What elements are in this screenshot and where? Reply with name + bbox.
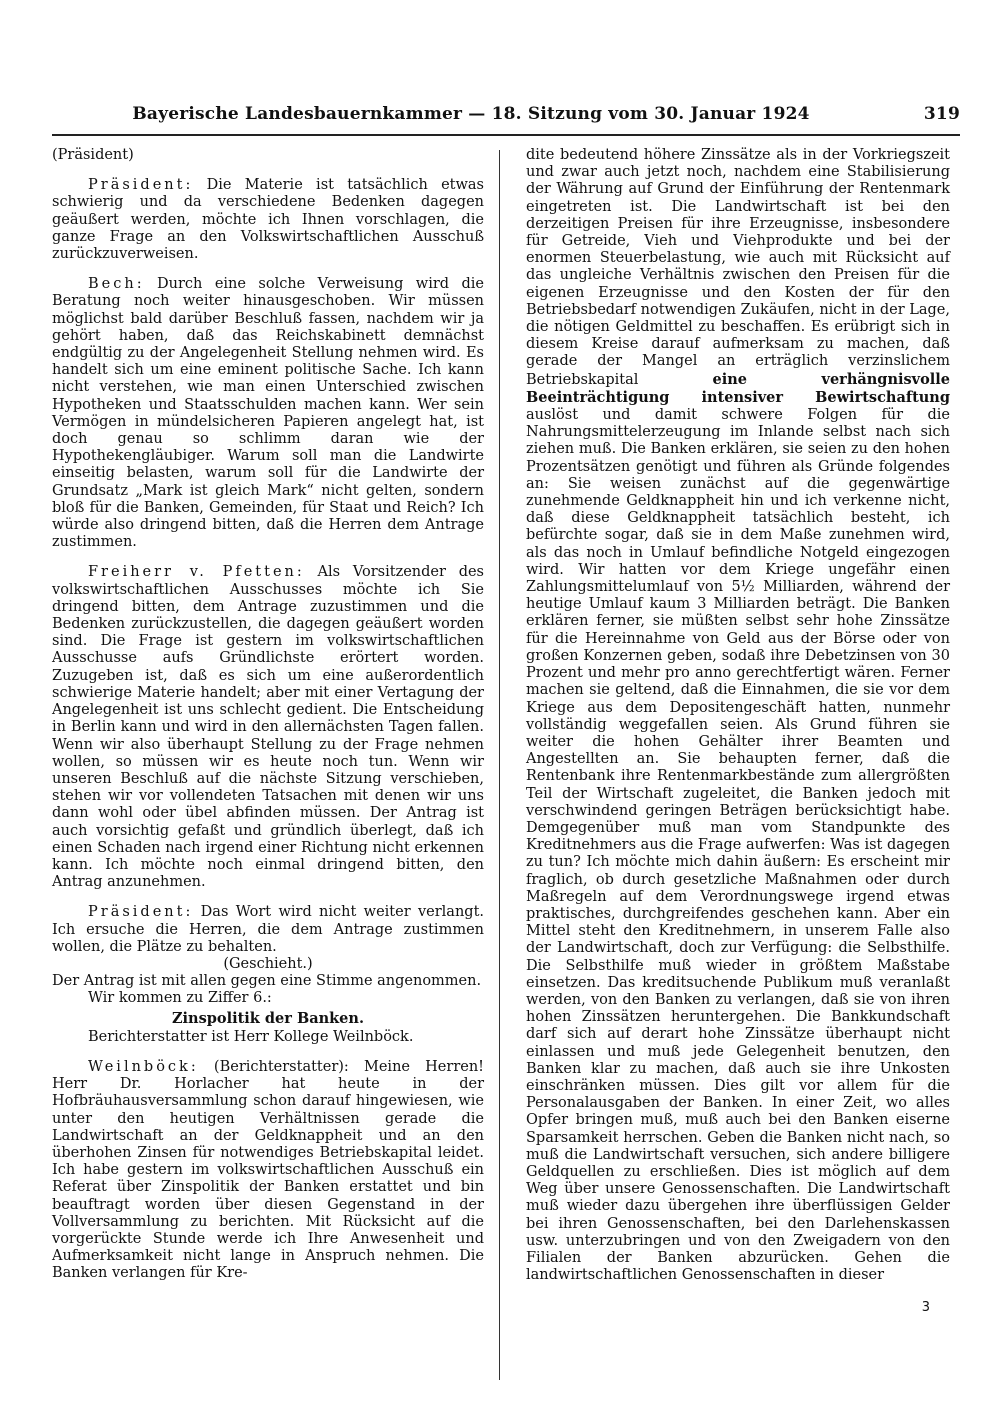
speaker-role: (Berichterstatter): [213, 1058, 349, 1075]
paragraph-praesident-1 [52, 177, 484, 263]
paragraph-pfetten [52, 564, 484, 891]
paragraph-text-continued: auslöst und damit schwere Folgen für die Nahrungsmittelerzeugung im Inlande selbst nach sich ziehen muß. Die Banken erklären, sie seien zu den hohen Prozentsätzen genötigt und führen als Gründe folgendes an: Sie weisen zunächst auf die gegenwärtige zunehmende Geldknappheit hin und ich verkenne nicht, daß diese Geldknappheit tatsächlich besteht, ich befürchte sogar, daß sie in dem Maße zunehmen wird, als das noch in Umlauf befindliche Notgeld eingezogen wird. Wir hatten vor dem Kriege ungefähr einen Zahlungsmittelumlauf von 5½ Milliarden, während der heutige Umlauf kaum 3 Milliarden beträgt. Die Banken erklären ferner, sie müßten selbst sehr hohe Zinssätze für die Hereinnahme von Geld aus der Börse oder von großen Konzernen geben, sodaß ihre Debetzinsen von 30 Prozent und mehr pro anno gerechtfertigt wären. Ferner machen sie geltend, daß die Einnahmen, die sie vor dem Kriege aus dem Depositengeschäft hatten, nunmehr vollständig weggefallen seien. Als Grund führen sie weiter die hohen Gehälter ihrer Beamten und Angestellten an. Sie behaupten ferner, daß die Rentenbank ihre Rentenmarkbestände zum allergrößten Teil der Wirtschaft zugeleitet, die Banken jedoch mit verschwindend geringen Beträgen berücksichtigt habe. Demgegenüber muß man vom Standpunkte des Kreditnehmers aus die Frage aufwerfen: Was ist dagegen zu tun? Ich möchte mich dahin äußern: Es erscheint mir fraglich, ob durch gesetzliche Maßnahmen oder durch Maßregeln auf dem Verordnungswege irgend etwas praktisches, durchgreifendes geschehen kann. Aber ein Mittel steht den Kreditnehmern, in unserem Falle also der Landwirtschaft, doch zur Verfügung: die Selbsthilfe. Die Selbsthilfe muß wieder in größtem Maßstabe einsetzen. Das kreditsuchende Publikum muß veranlaßt werden, von den Banken zu verlangen, daß sie von ihren hohen Zinssätzen heruntergehen. Die Bankkundschaft darf sich auf derart hohe Zinssätze überhaupt nicht einlassen und muß jede Gelegenheit benutzen, den Banken klar zu machen, daß auch sie ihre Unkosten einschränken müssen. Dies gilt vor allem für die Personalausgaben der Banken. In einer Zeit, wo alles Opfer bringen muß, muß auch bei den Banken eiserne Sparsamkeit herrschen. Geben die Banken nicht nach, so muß die Landwirtschaft versuchen, sich andere billigere Geldquellen zu erschließen. Dies ist möglich auf dem Weg über unsere Genossenschaften. Die Landwirtschaft muß wieder dazu übergehen ihre überflüssigen Gelder bei ihren Genossenschaften, bei den Darlehenskassen usw. unterzubringen und von den Zweigadern von den Filialen der Banken abzurücken. Gehen die landwirtschaftlichen Genossenschaften in dieser [526, 407, 950, 1284]
column-divider [499, 150, 500, 1380]
signature-mark: 3 [921, 1300, 930, 1315]
paragraph-text: Meine Herren! Herr Dr. Horlacher hat heute in der Hofbräuhausversammlung schon darauf hingewiesen, wie unter den heutigen Verhältnissen gerade die Landwirtschaft an der Geldknappheit und an den überhohen Zinsen für notwendiges Betriebskapital leidet. Ich habe gestern im volkswirtschaftlichen Ausschuß ein Referat über Zinspolitik der Banken erstattet und bin beauftragt worden über diesen Gegenstand in der Vollversammlung zu berichten. Mit Rücksicht auf die vorgerückte Stunde werde ich Ihre Anwesenheit und Aufmerksamkeit nicht lange in Anspruch nehmen. Die Banken verlangen für Kre- [52, 1058, 485, 1282]
section-heading: Zinspolitik der Banken. [171, 1009, 365, 1027]
speaker-name: Weilnböck: [88, 1058, 199, 1075]
paragraph-text: dite bedeutend höhere Zinssätze als in der Vorkriegszeit und zwar auch jetzt noch, nachdem eine Stabilisierung der Währung auf Grund der Einführung der Rentenmark eingetreten ist. Die Landwirtschaft ist bei den derzeitigen Preisen für ihre Erzeugnisse, insbesondere für Getreide, Vieh und Viehprodukte und bei der enormen Steuerbelastung, wie auch mit Rücksicht auf das ungleiche Verhältnis zwischen den Preisen für die eigenen Erzeugnisse und den Kosten der für den Betriebsbedarf notwendigen Zukäufen, nicht in der Lage, die nötigen Geldmittel zu beschaffen. Es erübrigt sich in diesem Kreise darauf aufmerksam zu machen, daß gerade der Mangel an erträglich verzinslichem Betriebskapital [526, 147, 950, 388]
rapporteur-text: Berichterstatter ist Herr Kollege Weilnböck. [88, 1028, 414, 1045]
resolution-text: Der Antrag ist mit allen gegen eine Stimme angenommen. [52, 973, 482, 990]
speaker-name: Präsident: [88, 904, 194, 921]
running-header [52, 104, 960, 130]
paragraph-text: Als Vorsitzender des volkswirtschaftlichen Ausschusses möchte ich Sie dringend bitten, dem Antrage zuzustimmen und die Bedenken zurückzustellen, die dagegen geäußert worden sind. Die Frage ist gestern im volkswirtschaftlichen Ausschusse aufs Gründlichste erörtert worden. Zuzugeben ist, daß es sich um eine außerordentlich schwierige Materie handelt; aber mit einer Vertagung der Angelegenheit ist uns schlecht gedient. Die Entscheidung in Berlin kann und wird in den allernächsten Tagen fallen. Wenn wir also überhaupt Stellung zu der Frage nehmen wollen, so müssen wir es heute noch tun. Wenn wir unseren Beschluß auf die nächste Sitzung verschieben, stehen wir vor vollendeten Tatsachen mit denen wir uns dann wohl oder übel abfinden müssen. Der Antrag ist auch vorsichtig gefaßt und gründlich überlegt, daß ich einen Schaden nach irgend einer Richtung nicht erkennen kann. Ich möchte noch einmal dringend bitten, den Antrag anzunehmen. [52, 564, 484, 891]
header-title: Bayerische Landesbauernkammer — 18. Sitzung vom 30. Januar 1924 [132, 104, 810, 124]
header-rule [52, 134, 960, 136]
paragraph-continuation [526, 147, 950, 1284]
paragraph-text: Das Wort wird nicht weiter verlangt. Ich ersuche die Herren, die dem Antrage zustimmen wollen, die Plätze zu behalten. [52, 904, 485, 955]
emphasized-text: eine verhängnisvolle Beeinträchtigung intensiver Bewirtschaftung [526, 370, 950, 406]
paragraph-bech [52, 276, 484, 551]
speaker-name: Bech: [88, 276, 145, 293]
event-note: (Geschieht.) [223, 955, 313, 972]
right-column [526, 147, 950, 1284]
speaker-name: Freiherr v. Pfetten: [88, 564, 305, 581]
paragraph-text: Durch eine solche Verweisung wird die Beratung noch weiter hinausgeschoben. Wir müssen möglichst bald darüber Beschluß fassen, nachdem wir ja gehört haben, daß das Reichskabinett demnächst endgültig zu der Angelegenheit Stellung nehmen wird. Es handelt sich um eine eminent politische Sache. Ich kann nicht verstehen, wie man einen Unterschied zwischen Hypotheken und Staatsschulden machen kann. Wer sein Vermögen in mündelsicheren Papieren angelegt hat, ist doch genau so schlimm daran wie der Hypothekengläubiger. Warum soll man die Landwirte einseitig belasten, warum soll für die Landwirte der Grundsatz „Mark ist gleich Mark“ nicht gelten, sondern bloß für die Banken, Gemeinden, für Staat und Reich? Ich würde also dringend bitten, daß die Herren dem Antrage zustimmen. [52, 276, 484, 551]
speaker-name: Präsident: [88, 177, 194, 194]
role-marker: (Präsident) [52, 147, 134, 163]
agenda-item-text: Wir kommen zu Ziffer 6.: [88, 990, 272, 1007]
page-number: 319 [923, 104, 960, 124]
paragraph-praesident-2 [52, 904, 484, 956]
left-column [52, 147, 484, 1283]
paragraph-text: Die Materie ist tatsächlich etwas schwierig und da verschiedene Bedenken dagegen geäußert werden, möchte ich Ihnen vorschlagen, die ganze Frage an den Volkswirtschaftlichen Ausschuß zurückzuverweisen. [52, 177, 484, 263]
paragraph-weilnboeck [52, 1059, 484, 1283]
